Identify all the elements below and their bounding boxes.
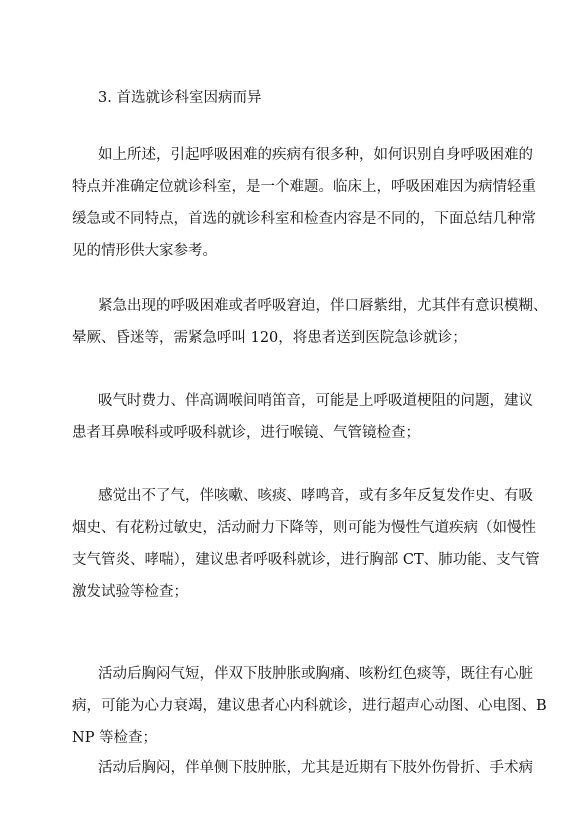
paragraph-upper-airway <box>72 385 533 449</box>
paragraph-line: 支气管炎、哮喘），建议患者呼吸科就诊，进行胸部 CT、肺功能、支气管 <box>72 552 540 568</box>
paragraph-line: 活动后胸闷气短，伴双下肢肿胀或胸痛、咳粉红色痰等，既往有心脏 <box>98 666 533 682</box>
paragraph-emergency <box>72 290 548 354</box>
paragraph-line: 吸气时费力、伴高调喉间哨笛音，可能是上呼吸道梗阻的问题，建议 <box>98 393 533 409</box>
paragraph-line: 患者耳鼻喉科或呼吸科就诊，进行喉镜、气管镜检查； <box>72 425 420 441</box>
paragraph-heart-failure <box>72 658 547 754</box>
paragraph-line: 病，可能为心力衰竭，建议患者心内科就诊，进行超声心动图、心电图、B <box>72 698 547 714</box>
paragraph-chronic-airway <box>72 480 540 608</box>
paragraph-line: 特点并准确定位就诊科室，是一个难题。临床上，呼吸困难因为病情轻重 <box>72 179 536 195</box>
paragraph-line: 晕厥、昏迷等，需紧急呼叫 120，将患者送到医院急诊就诊； <box>72 330 467 346</box>
paragraph-intro <box>72 139 536 267</box>
paragraph-line: NP 等检查； <box>72 730 158 746</box>
paragraph-line: 紧急出现的呼吸困难或者呼吸窘迫，伴口唇紫绀，尤其伴有意识模糊、 <box>98 298 548 314</box>
paragraph-line: 烟史、有花粉过敏史，活动耐力下降等，则可能为慢性气道疾病（如慢性 <box>72 520 536 536</box>
paragraph-line: 缓急或不同特点，首选的就诊科室和检查内容是不同的，下面总结几种常 <box>72 211 536 227</box>
paragraph-line: 激发试验等检查； <box>72 584 188 600</box>
paragraph-line: 如上所述，引起呼吸困难的疾病有很多种，如何识别自身呼吸困难的 <box>98 147 533 163</box>
paragraph-line: 活动后胸闷，伴单侧下肢肿胀，尤其是近期有下肢外伤骨折、手术病 <box>98 760 533 776</box>
section-heading: 3. 首选就诊科室因病而异 <box>98 90 262 106</box>
paragraph-leg-swelling <box>72 752 533 784</box>
paragraph-line: 见的情形供大家参考。 <box>72 243 217 259</box>
paragraph-line: 感觉出不了气，伴咳嗽、咳痰、哮鸣音，或有多年反复发作史、有吸 <box>98 488 533 504</box>
